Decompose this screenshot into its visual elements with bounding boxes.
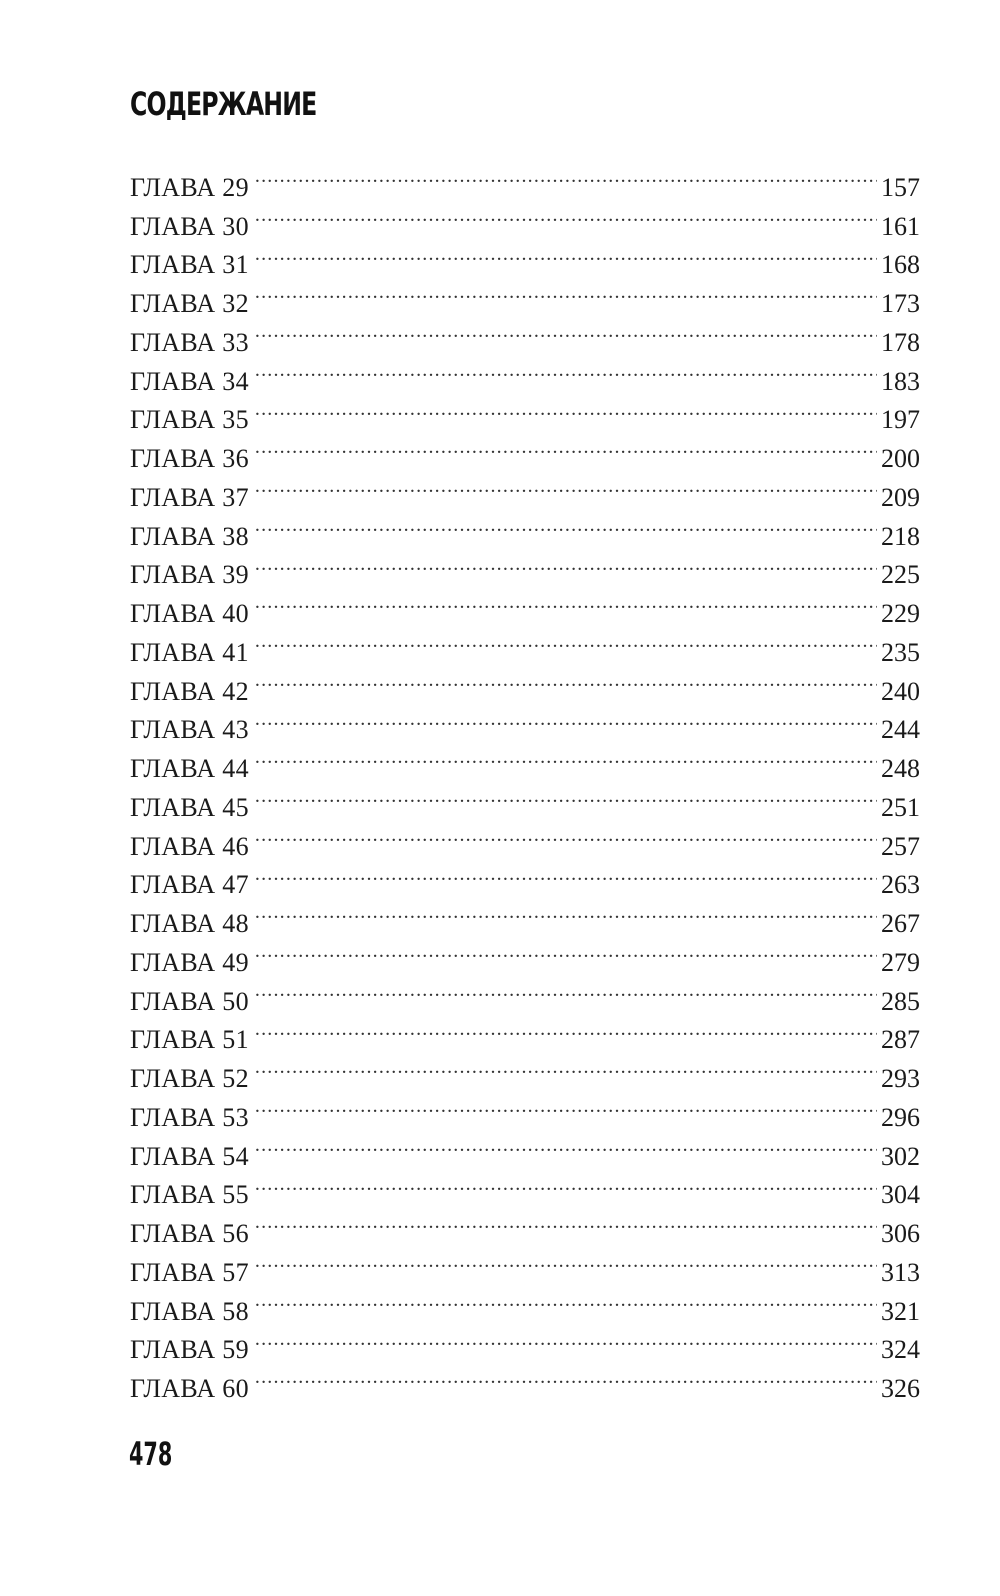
dot-leader — [255, 545, 877, 584]
dot-leader — [255, 1320, 877, 1359]
toc-entry-title: ГЛАВА 52 — [130, 1064, 249, 1093]
toc-heading: СОДЕРЖАНИЕ — [130, 85, 317, 123]
toc-entry-page: 161 — [881, 211, 920, 241]
toc-entry-page: 157 — [881, 172, 920, 202]
toc-entry-page: 285 — [881, 986, 920, 1016]
toc-entry — [130, 157, 920, 202]
dot-leader — [255, 196, 877, 235]
dot-leader — [255, 855, 877, 894]
toc-entry-title: ГЛАВА 38 — [130, 521, 249, 551]
toc-entry-page: 326 — [881, 1374, 920, 1403]
toc-entry-page: 306 — [881, 1219, 920, 1248]
dot-leader — [255, 1010, 877, 1049]
toc-entry-page: 218 — [881, 521, 920, 551]
dot-leader — [255, 622, 877, 661]
toc-entry-page: 248 — [881, 754, 920, 783]
toc-entry-page: 235 — [881, 637, 920, 667]
dot-leader — [255, 932, 877, 971]
toc-entry-title: ГЛАВА 43 — [130, 715, 249, 745]
toc-entry-page: 321 — [881, 1296, 920, 1326]
dot-leader — [255, 893, 877, 932]
toc-entry-page: 240 — [881, 676, 920, 706]
toc-entry-title: ГЛАВА 30 — [130, 211, 249, 241]
toc-entry-title: ГЛАВА 44 — [130, 754, 249, 783]
toc-entry-title: ГЛАВА 42 — [130, 676, 249, 706]
dot-leader — [255, 1048, 877, 1087]
dot-leader — [255, 157, 877, 196]
toc-entry-title: ГЛАВА 50 — [130, 986, 249, 1016]
toc-entry-page: 324 — [881, 1335, 920, 1365]
dot-leader — [255, 1358, 877, 1397]
toc-entry-page: 304 — [881, 1180, 920, 1210]
dot-leader — [255, 583, 877, 622]
toc-entry-page: 267 — [881, 909, 920, 938]
dot-leader — [255, 777, 877, 816]
dot-leader — [255, 235, 877, 274]
toc-entry-page: 225 — [881, 560, 920, 590]
dot-leader — [255, 1087, 877, 1126]
toc-entry-title: ГЛАВА 56 — [130, 1219, 249, 1248]
toc-entry-title: ГЛАВА 41 — [130, 637, 249, 667]
toc-entry-title: ГЛАВА 51 — [130, 1025, 249, 1055]
toc-entry-page: 302 — [881, 1141, 920, 1171]
dot-leader — [255, 700, 877, 739]
toc-entry-page: 313 — [881, 1257, 920, 1287]
toc-entry-title: ГЛАВА 40 — [130, 599, 249, 628]
dot-leader — [255, 312, 877, 351]
toc-entry-title: ГЛАВА 34 — [130, 366, 249, 396]
dot-leader — [255, 351, 877, 390]
toc-entry-page: 197 — [881, 405, 920, 435]
toc-entry-page: 257 — [881, 831, 920, 861]
toc-entry-page: 183 — [881, 366, 920, 396]
dot-leader — [255, 971, 877, 1010]
dot-leader — [255, 738, 877, 777]
toc-entry-title: ГЛАВА 45 — [130, 792, 249, 822]
toc-entry-title: ГЛАВА 58 — [130, 1296, 249, 1326]
dot-leader — [255, 428, 877, 467]
toc-entry-title: ГЛАВА 46 — [130, 831, 249, 861]
toc-entry-page: 229 — [881, 599, 920, 628]
toc-entry-title: ГЛАВА 54 — [130, 1141, 249, 1171]
toc-entry-page: 251 — [881, 792, 920, 822]
toc-entry-page: 168 — [881, 250, 920, 280]
toc-entry-page: 263 — [881, 870, 920, 900]
dot-leader — [255, 661, 877, 700]
toc-entry-title: ГЛАВА 59 — [130, 1335, 249, 1365]
dot-leader — [255, 506, 877, 545]
toc-entry-title: ГЛАВА 32 — [130, 289, 249, 318]
toc-entry-page: 279 — [881, 947, 920, 977]
dot-leader — [255, 1203, 877, 1242]
dot-leader — [255, 467, 877, 506]
toc-entry-title: ГЛАВА 36 — [130, 444, 249, 473]
toc-entry-title: ГЛАВА 37 — [130, 482, 249, 512]
toc-entry-page: 244 — [881, 715, 920, 745]
dot-leader — [255, 1281, 877, 1320]
toc-entry-page: 178 — [881, 327, 920, 357]
dot-leader — [255, 816, 877, 855]
toc-entry-page: 209 — [881, 482, 920, 512]
toc-entry-page: 200 — [881, 444, 920, 473]
toc-entry-page: 173 — [881, 289, 920, 318]
toc-entry-page: 287 — [881, 1025, 920, 1055]
toc-entry-title: ГЛАВА 57 — [130, 1257, 249, 1287]
toc-entry-title: ГЛАВА 29 — [130, 172, 249, 202]
toc-entry-title: ГЛАВА 39 — [130, 560, 249, 590]
page-number: 478 — [129, 1435, 173, 1473]
toc-list — [130, 157, 920, 1403]
dot-leader — [255, 273, 877, 312]
toc-entry-title: ГЛАВА 49 — [130, 947, 249, 977]
toc-entry-title: ГЛАВА 35 — [130, 405, 249, 435]
toc-entry-page: 293 — [881, 1064, 920, 1093]
toc-entry-page: 296 — [881, 1102, 920, 1132]
dot-leader — [255, 390, 877, 429]
dot-leader — [255, 1165, 877, 1204]
toc-entry-title: ГЛАВА 53 — [130, 1102, 249, 1132]
toc-entry-title: ГЛАВА 60 — [130, 1374, 249, 1403]
toc-entry-title: ГЛАВА 33 — [130, 327, 249, 357]
dot-leader — [255, 1242, 877, 1281]
dot-leader — [255, 1126, 877, 1165]
toc-entry-title: ГЛАВА 47 — [130, 870, 249, 900]
toc-entry-title: ГЛАВА 31 — [130, 250, 249, 280]
toc-entry-title: ГЛАВА 55 — [130, 1180, 249, 1210]
toc-entry-title: ГЛАВА 48 — [130, 909, 249, 938]
